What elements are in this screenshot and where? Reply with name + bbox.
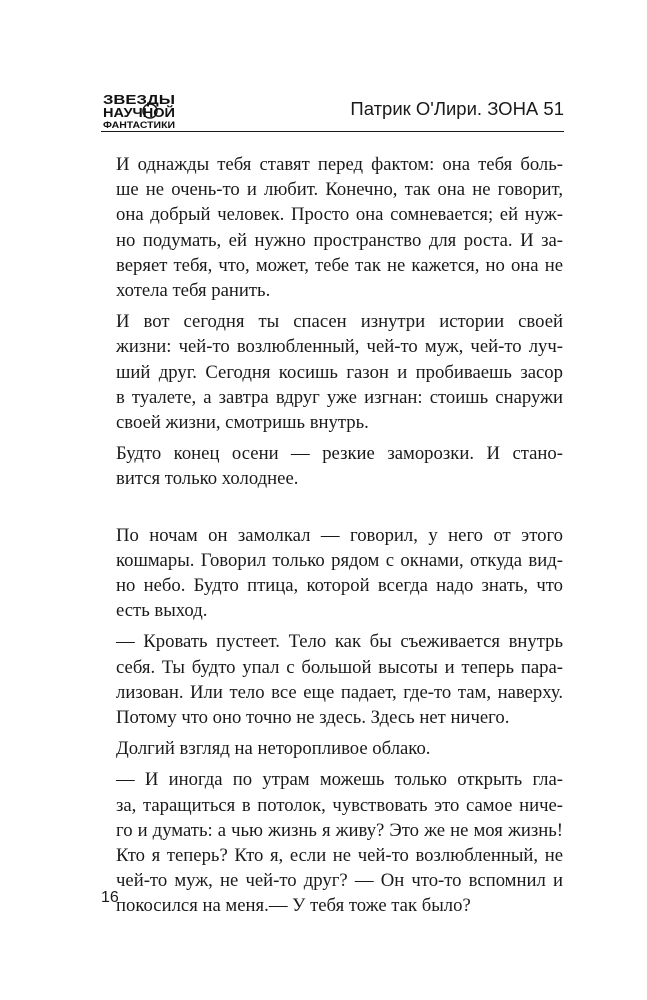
text-line: жизни: чей-то возлюбленный, чей-то муж, чей-то луч- [116,336,563,358]
text-line: — Кровать пустеет. Тело как бы съеживается внутрь [116,631,563,653]
text-line: Долгий взгляд на неторопливое облако. [116,738,431,760]
paragraph [116,523,563,624]
text-line: го и думать: а чью жизнь я живу? Это же не моя жизнь! [116,819,563,841]
series-logo-graphic [101,92,177,130]
text-line: И вот сегодня ты спасен изнутри истории своей [116,311,563,333]
text-line: ше не очень-то и любит. Конечно, так она не говорит, [116,179,563,201]
paragraph [116,309,563,435]
text-line: в туалете, а завтра вдруг уже изгнан: стоишь снаружи [116,386,563,408]
book-title: Патрик О'Лири. ЗОНА 51 [350,98,564,119]
text-line: кошмары. Говорил только рядом с окнами, откуда вид- [116,549,563,571]
paragraph [116,767,563,918]
text-line: себя. Ты будто упал с большой высоты и теперь пара- [116,656,563,678]
text-line: за, таращиться в потолок, чувствовать это самое ниче- [116,794,563,816]
logo-line-1: ЗВЕЗДЫ [103,93,175,107]
paragraph [116,152,563,303]
text-line: По ночам он замолкал — говорил, у него от этого [116,524,563,546]
paragraph [116,441,563,491]
text-line: ший друг. Сегодня косишь газон и пробиваешь засор [116,361,563,383]
header-divider [101,131,564,132]
paragraph-gap [116,492,563,523]
logo-line-2: НАУЧНОЙ [103,106,165,120]
text-line: Кто я теперь? Кто я, если не чей-то возлюбленный, не [116,845,563,867]
text-line: веряет тебя, что, может, тебе так не кажется, но она не [116,254,563,276]
text-line: Потому что оно точно не здесь. Здесь нет ничего. [116,707,510,729]
text-line: она добрый человек. Просто она сомневается; ей нуж- [116,204,563,226]
text-line: чей-то муж, не чей-то друг? — Он что-то вспомнил и [116,870,563,892]
text-line: своей жизни, смотришь внутрь. [116,412,369,434]
page-text [116,152,563,919]
paragraph [116,736,563,761]
logo-line-3: ФАНТАСТИКИ [103,120,176,130]
text-line: есть выход. [116,600,208,622]
text-line: И однажды тебя ставят перед фактом: она тебя боль- [116,154,563,175]
page-number: 16 [101,889,119,906]
series-logo [101,92,177,130]
text-line: — И иногда по утрам можешь только открыть гла- [116,769,563,791]
text-line: но подумать, ей нужно пространство для роста. И за- [116,229,563,251]
running-header [101,92,564,132]
text-line: хотела тебя ранить. [116,280,271,302]
text-line: покосился на меня.— У тебя тоже так было? [116,895,471,917]
text-line: лизован. Или тело все еще падает, где-то там, наверху. [116,681,563,703]
text-line: Будто конец осени — резкие заморозки. И стано- [116,443,563,465]
paragraph [116,629,563,730]
text-line: вится только холоднее. [116,468,299,490]
text-line: но небо. Будто птица, которой всегда надо знать, что [116,575,563,597]
